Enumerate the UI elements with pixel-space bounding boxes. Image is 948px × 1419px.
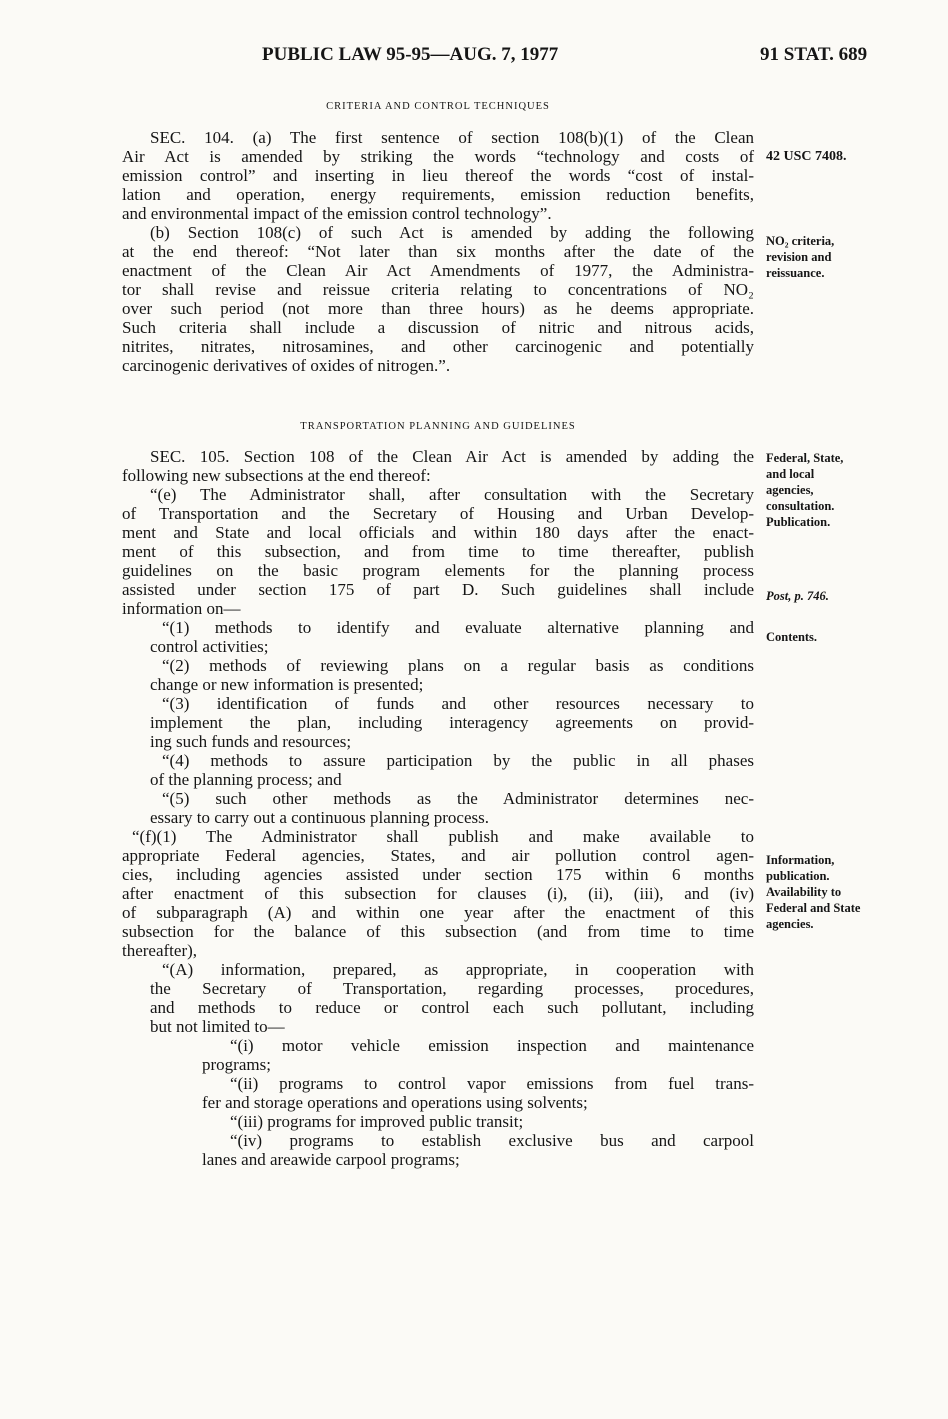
list-item-2: “(2) methods of reviewing plans on a regular basis as conditions	[162, 656, 754, 675]
text-line: Such criteria shall include a discussion of nitric and nitrous acids,	[122, 318, 754, 337]
text-line: lation and operation, energy requirements, emission reduction benefits,	[122, 185, 754, 204]
margin-line: revision and	[766, 250, 832, 264]
text-line: information on—	[122, 599, 241, 618]
text-line: following new subsections at the end thereof:	[122, 466, 431, 485]
margin-line: agencies,	[766, 483, 814, 497]
text-line: thereafter),	[122, 941, 198, 960]
margin-note-no2	[766, 233, 936, 281]
margin-line: reissuance.	[766, 266, 825, 280]
list-item-3: “(3) identification of funds and other resources necessary to	[162, 694, 754, 713]
text-line: of subparagraph (A) and within one year after the enactment of this	[122, 903, 754, 922]
text-line: and methods to reduce or control each such pollutant, including	[150, 998, 754, 1017]
clause-iii: “(iii) programs for improved public transit;	[230, 1112, 524, 1131]
clause-iv-cont: lanes and areawide carpool programs;	[202, 1150, 460, 1169]
subparagraph-a: “(A) information, prepared, as appropriate, in cooperation with	[162, 960, 754, 979]
clause-ii-cont: fer and storage operations and operations using solvents;	[202, 1093, 588, 1112]
margin-line: Information,	[766, 853, 835, 867]
margin-line: consultation.	[766, 499, 835, 513]
margin-note-information	[766, 852, 936, 932]
text-line: cies, including agencies assisted under section 175 within 6 months	[122, 865, 754, 884]
margin-note-contents: Contents.	[766, 630, 818, 644]
text-line: emission control” and inserting in lieu thereof the words “cost of instal-	[122, 166, 754, 185]
page-header-stat: 91 STAT. 689	[760, 44, 868, 65]
section-105-body	[122, 447, 754, 1169]
section-104-body	[122, 128, 754, 375]
text-line: of Transportation and the Secretary of Housing and Urban Develop-	[122, 504, 754, 523]
clause-iv: “(iv) programs to establish exclusive bus and carpool	[230, 1131, 754, 1150]
margin-line: agencies.	[766, 917, 814, 931]
section-104-heading: CRITERIA AND CONTROL TECHNIQUES	[326, 101, 550, 112]
text-line: tor shall revise and reissue criteria relating to concentrations of NO₂	[122, 280, 754, 299]
text-line: and environmental impact of the emission control technology”.	[122, 204, 552, 223]
list-item-3-cont: implement the plan, including interagency agreements on provid-	[150, 713, 754, 732]
margin-note-post: Post, p. 746.	[766, 589, 829, 603]
text-line: SEC. 105. Section 108 of the Clean Air Act is amended by adding the	[150, 447, 754, 466]
text-line: Air Act is amended by striking the words “technology and costs of	[122, 147, 754, 166]
margin-line: Publication.	[766, 515, 831, 529]
text-line: (b) Section 108(c) of such Act is amended by adding the following	[150, 223, 754, 242]
text-line: enactment of the Clean Air Act Amendments of 1977, the Administra-	[122, 261, 754, 280]
text-line: the Secretary of Transportation, regarding processes, procedures,	[150, 979, 754, 998]
text-line: guidelines on the basic program elements for the planning process	[122, 561, 754, 580]
text-line: carcinogenic derivatives of oxides of nitrogen.”.	[122, 356, 451, 375]
margin-note-usc: 42 USC 7408.	[766, 149, 847, 164]
text-line: nitrites, nitrates, nitrosamines, and other carcinogenic and potentially	[122, 337, 754, 356]
margin-line: Federal and State	[766, 901, 861, 915]
text-line: “(f)(1) The Administrator shall publish and make available to	[132, 827, 754, 846]
text-line: assisted under section 175 of part D. Such guidelines shall include	[122, 580, 754, 599]
text-line: subsection for the balance of this subsection (and from time to time	[122, 922, 754, 941]
text-line: ment of this subsection, and from time to time thereafter, publish	[122, 542, 754, 561]
margin-line: Federal, State,	[766, 451, 844, 465]
text-line: appropriate Federal agencies, States, and air pollution control agen-	[122, 846, 754, 865]
list-item-1-cont: control activities;	[150, 637, 269, 656]
text-line: at the end thereof: “Not later than six months after the date of the	[122, 242, 754, 261]
margin-note-federal	[766, 450, 936, 530]
text-line: after enactment of this subsection for clauses (i), (ii), (iii), and (iv)	[122, 884, 754, 903]
page-header-title: PUBLIC LAW 95-95—AUG. 7, 1977	[262, 44, 559, 65]
section-105-heading: TRANSPORTATION PLANNING AND GUIDELINES	[300, 421, 576, 432]
list-item-2-cont: change or new information is presented;	[150, 675, 424, 694]
clause-ii: “(ii) programs to control vapor emissions from fuel trans-	[230, 1074, 754, 1093]
text-line: ment and State and local officials and within 180 days after the enact-	[122, 523, 754, 542]
margin-line: and local	[766, 467, 815, 481]
list-item-1: “(1) methods to identify and evaluate alternative planning and	[162, 618, 754, 637]
text-line: SEC. 104. (a) The first sentence of section 108(b)(1) of the Clean	[150, 128, 754, 147]
margin-line: NO₂ criteria,	[766, 234, 835, 248]
text-line: but not limited to—	[150, 1017, 285, 1036]
list-item-5-cont: essary to carry out a continuous planning process.	[150, 808, 489, 827]
clause-i: “(i) motor vehicle emission inspection and maintenance	[230, 1036, 754, 1055]
clause-i-cont: programs;	[202, 1055, 271, 1074]
list-item-4: “(4) methods to assure participation by the public in all phases	[162, 751, 754, 770]
list-item-5: “(5) such other methods as the Administrator determines nec-	[162, 789, 754, 808]
list-item-4-cont: of the planning process; and	[150, 770, 342, 789]
margin-line: Availability to	[766, 885, 842, 899]
margin-line: publication.	[766, 869, 830, 883]
list-item-3-cont: ing such funds and resources;	[150, 732, 352, 751]
text-line: over such period (not more than three hours) as he deems appropriate.	[122, 299, 754, 318]
text-line: “(e) The Administrator shall, after consultation with the Secretary	[150, 485, 754, 504]
